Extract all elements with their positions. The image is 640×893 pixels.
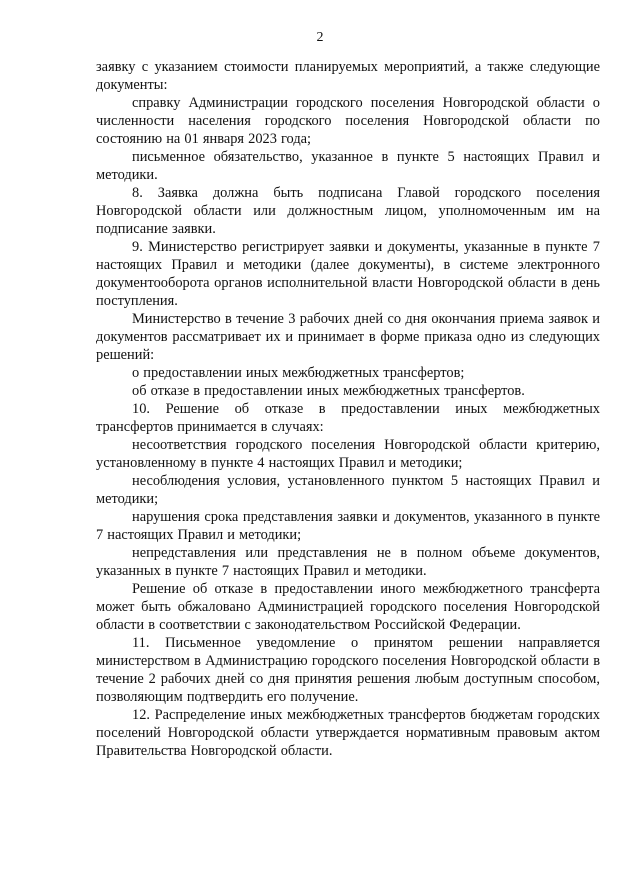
document-body (96, 58, 600, 760)
page-number: 2 (316, 30, 324, 45)
paragraph-appeal: Решение об отказе в предоставлении иного межбюджетного трансферта может быть обжаловано Администрацией городского поселения Новгородской области в соответствии с законодательством Российской Федерации. (96, 581, 600, 633)
paragraph-population-certificate: справку Администрации городского поселения Новгородской области о численности населения городского поселения Новгородской области по состоянию на 01 января 2023 года; (96, 95, 600, 147)
paragraph-application-documents: заявку с указанием стоимости планируемых мероприятий, а также следующие документы: (96, 59, 600, 93)
paragraph-item-10: 10. Решение об отказе в предоставлении иных межбюджетных трансфертов принимается в случаях: (96, 401, 600, 435)
paragraph-item-8: 8. Заявка должна быть подписана Главой городского поселения Новгородской области или должностным лицом, уполномоченным им на подписание заявки. (96, 185, 600, 237)
paragraph-item-11: 11. Письменное уведомление о принятом решении направляется министерством в Администрацию городского поселения Новгородской области в течение 2 рабочих дней со дня принятия решения любым доступным способом, позволяющим подтвердить его получение. (96, 635, 600, 705)
paragraph-decision-refusal: об отказе в предоставлении иных межбюджетных трансфертов. (132, 383, 525, 399)
paragraph-written-obligation: письменное обязательство, указанное в пункте 5 настоящих Правил и методики. (96, 149, 600, 183)
paragraph-deadline-violation: нарушения срока представления заявки и документов, указанного в пункте 7 настоящих Правил и методики; (96, 509, 600, 543)
paragraph-decision-grant: о предоставлении иных межбюджетных трансфертов; (132, 365, 465, 381)
paragraph-ministry-review: Министерство в течение 3 рабочих дней со дня окончания приема заявок и документов рассматривает их и принимает в форме приказа одно из следующих решений: (96, 311, 600, 363)
paragraph-incomplete-documents: непредставления или представления не в полном объеме документов, указанных в пункте 7 настоящих Правил и методики. (96, 545, 600, 579)
paragraph-item-12: 12. Распределение иных межбюджетных трансфертов бюджетам городских поселений Новгородской области утверждается нормативным правовым актом Правительства Новгородской области. (96, 707, 600, 759)
paragraph-criterion-mismatch: несоответствия городского поселения Новгородской области критерию, установленному в пункте 4 настоящих Правил и методики; (96, 437, 600, 471)
paragraph-condition-noncompliance: несоблюдения условия, установленного пунктом 5 настоящих Правил и методики; (96, 473, 600, 507)
paragraph-item-9: 9. Министерство регистрирует заявки и документы, указанные в пункте 7 настоящих Правил и методики (далее документы), в системе электронного документооборота органов исполнительной власти Новгородской области в день поступления. (96, 239, 600, 309)
